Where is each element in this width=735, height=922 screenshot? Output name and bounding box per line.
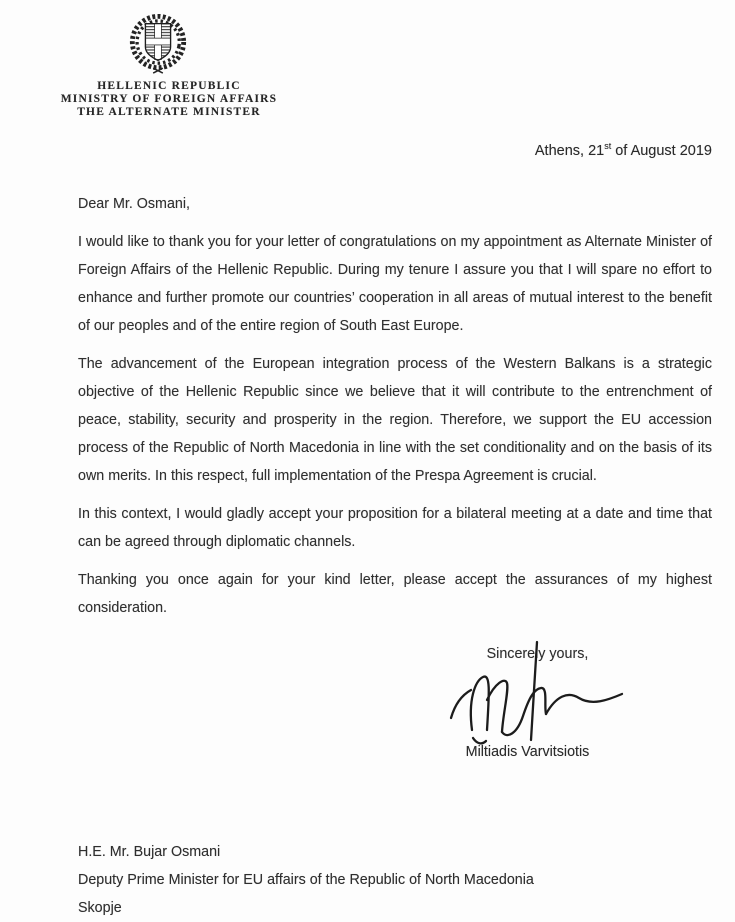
letterhead-minister-title: THE ALTERNATE MINISTER [77, 106, 261, 118]
date-suffix: of August 2019 [611, 142, 712, 159]
date-ordinal-superscript: st [604, 141, 612, 151]
recipient-name: H.E. Mr. Bujar Osmani [78, 844, 221, 860]
letterhead-ministry: MINISTRY OF FOREIGN AFFAIRS [60, 93, 278, 105]
paragraph-eu-integration: The advancement of the European integration process of the Western Balkans is a strategic objective of the Hellenic Republic since we believe that it will contribute to the entrenchment of peace, stability, security and prosperity in the region. Therefore, we support the EU accession process of the Republic of North Macedonia in line with the set conditionality and on the basis of its own merits. In this respect, full implementation of the Prespa Agreement is crucial. [78, 356, 712, 484]
greek-coat-of-arms-icon [127, 10, 189, 76]
recipient-city: Skopje [78, 900, 122, 916]
valediction: Sincerely yours, [486, 646, 589, 662]
paragraph-bilateral-meeting: In this context, I would gladly accept your proposition for a bilateral meeting at a date and time that can be agreed through diplomatic channels. [78, 506, 712, 550]
letter-body [78, 190, 712, 632]
recipient-block [78, 838, 698, 922]
letterhead [46, 10, 292, 119]
date-line [535, 141, 712, 159]
signer-name: Miltiadis Varvitsiotis [465, 744, 590, 760]
salutation: Dear Mr. Osmani, [78, 196, 191, 212]
recipient-title: Deputy Prime Minister for EU affairs of the Republic of North Macedonia [78, 872, 534, 888]
paragraph-closing-thanks: Thanking you once again for your kind letter, please accept the assurances of my highest consideration. [78, 572, 712, 616]
paragraph-appointment-thanks: I would like to thank you for your letter of congratulations on my appointment as Alternate Minister of Foreign Affairs of the Hellenic Republic. During my tenure I assure you that I will spare no effort to enhance and further promote our countries’ cooperation in all areas of mutual interest to the benefit of our peoples and of the entire region of South East Europe. [78, 234, 712, 334]
letterhead-republic: HELLENIC REPUBLIC [97, 80, 241, 92]
date-prefix: Athens, 21 [534, 142, 605, 159]
handwritten-signature-icon [445, 638, 635, 753]
